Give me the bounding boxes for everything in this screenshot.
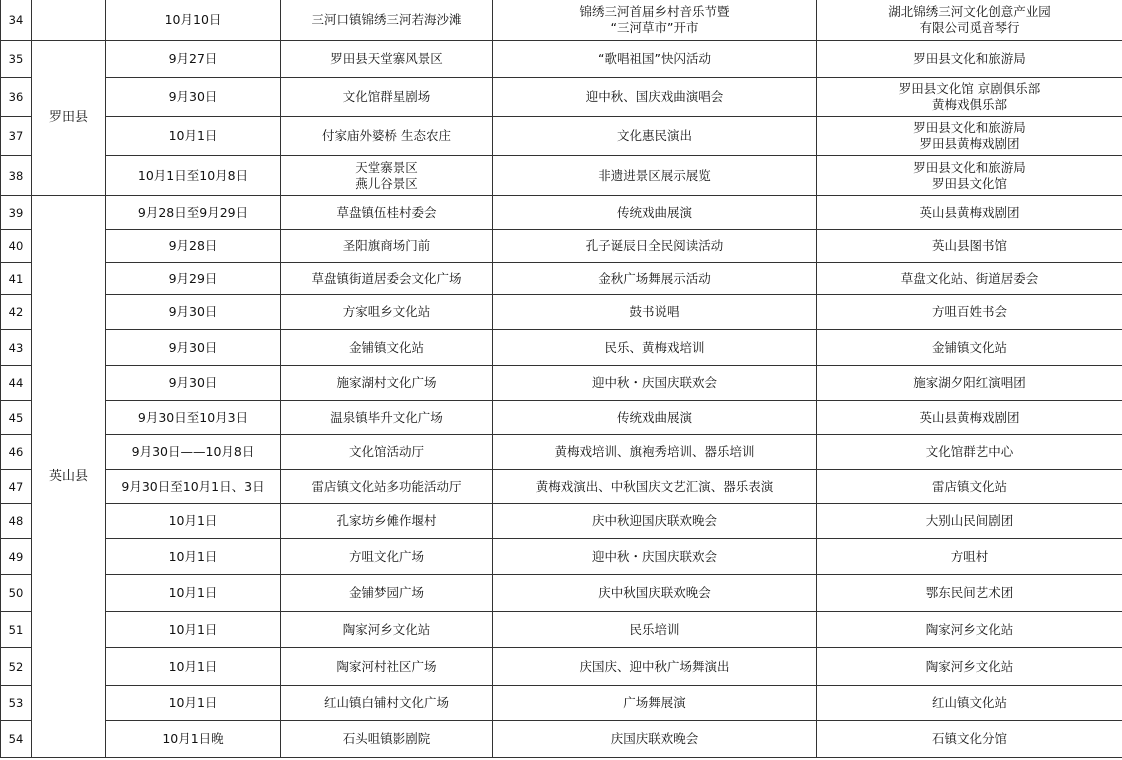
event-line: 迎中秋・庆国庆联欢会 [591, 548, 717, 564]
organizer-cell [817, 470, 1122, 504]
organizer-cell [817, 295, 1122, 330]
county-cell-prev [32, 0, 106, 41]
event-line: 庆国庆、迎中秋广场舞演出 [579, 658, 730, 674]
table-row [1, 721, 1122, 758]
event-cell [493, 330, 817, 366]
date-cell: 10月1日 [106, 612, 281, 648]
date-cell: 9月27日 [106, 41, 281, 78]
event-line: 传统戏曲展演 [616, 204, 692, 220]
event-line: 鼓书说唱 [629, 304, 680, 319]
organizer-line: 方咀百姓书会 [931, 304, 1007, 319]
row-number: 52 [1, 648, 32, 686]
place-cell: 文化馆群星剧场 [281, 78, 493, 117]
row-number: 44 [1, 366, 32, 401]
table-row [1, 78, 1122, 117]
table-row [1, 330, 1122, 366]
event-cell [493, 575, 817, 612]
event-cell [493, 0, 817, 41]
event-line: 文化惠民演出 [616, 128, 692, 143]
date-cell: 9月28日至9月29日 [106, 196, 281, 230]
table-row [1, 504, 1122, 539]
row-number: 39 [1, 196, 32, 230]
event-cell [493, 648, 817, 686]
organizer-cell [817, 196, 1122, 230]
organizer-line: 罗田县文化馆 [931, 175, 1007, 191]
county-cell-yingshan: 英山县 [32, 196, 106, 758]
organizer-line: 有限公司觅音琴行 [919, 19, 1020, 35]
event-cell [493, 612, 817, 648]
organizer-line: 施家湖夕阳红演唱团 [913, 375, 1026, 390]
event-cell [493, 295, 817, 330]
organizer-cell [817, 686, 1122, 721]
event-line: 庆国庆联欢晚会 [610, 731, 699, 746]
row-number: 43 [1, 330, 32, 366]
event-line: “歌唱祖国”快闪活动 [598, 51, 711, 66]
date-cell: 10月1日 [106, 117, 281, 156]
event-line: 民乐、黄梅戏培训 [604, 339, 705, 355]
organizer-line: 英山县黄梅戏剧团 [919, 409, 1020, 425]
row-number: 49 [1, 539, 32, 575]
place-cell: 金铺梦园广场 [281, 575, 493, 612]
organizer-line: 罗田县黄梅戏剧团 [919, 136, 1020, 151]
date-cell: 10月1日 [106, 504, 281, 539]
event-line: 非遗进景区展示展览 [598, 167, 711, 183]
organizer-line: 方咀村 [950, 548, 989, 564]
place-cell: 红山镇白铺村文化广场 [281, 686, 493, 721]
table-row [1, 470, 1122, 504]
event-line: 民乐培训 [629, 621, 680, 637]
organizer-cell [817, 230, 1122, 263]
date-cell: 10月1日晚 [106, 721, 281, 758]
organizer-line: 罗田县文化馆 京剧俱乐部 [898, 81, 1041, 96]
organizer-cell [817, 263, 1122, 295]
event-cell [493, 78, 817, 117]
table-row [1, 366, 1122, 401]
place-cell: 陶家河乡文化站 [281, 612, 493, 648]
organizer-cell [817, 41, 1122, 78]
place-cell: 施家湖村文化广场 [281, 366, 493, 401]
row-number: 46 [1, 435, 32, 470]
organizer-cell [817, 435, 1122, 470]
organizer-line: 英山县黄梅戏剧团 [919, 204, 1020, 220]
row-number: 36 [1, 78, 32, 117]
place-cell: 石头咀镇影剧院 [281, 721, 493, 758]
event-cell [493, 41, 817, 78]
organizer-cell [817, 366, 1122, 401]
event-cell [493, 721, 817, 758]
place-line: 天堂寨景区 [355, 159, 418, 175]
event-cell [493, 196, 817, 230]
date-cell: 9月30日——10月8日 [106, 435, 281, 470]
place-cell: 草盘镇伍桂村委会 [281, 196, 493, 230]
date-cell: 10月1日 [106, 686, 281, 721]
table-row [1, 41, 1122, 78]
county-cell-luotian: 罗田县 [32, 41, 106, 196]
date-cell: 10月1日至10月8日 [106, 156, 281, 196]
organizer-cell [817, 612, 1122, 648]
organizer-cell [817, 721, 1122, 758]
organizer-line: 石镇文化分馆 [931, 731, 1007, 746]
organizer-line: 草盘文化站、街道居委会 [900, 270, 1039, 286]
event-line: 传统戏曲展演 [616, 409, 692, 425]
place-cell [281, 156, 493, 196]
organizer-cell [817, 504, 1122, 539]
table-row [1, 196, 1122, 230]
date-cell: 10月1日 [106, 575, 281, 612]
row-number: 34 [1, 0, 32, 41]
date-cell: 9月28日 [106, 230, 281, 263]
row-number: 50 [1, 575, 32, 612]
organizer-line: 黄梅戏俱乐部 [931, 97, 1007, 112]
event-cell [493, 401, 817, 435]
date-cell: 9月30日 [106, 78, 281, 117]
place-cell: 孔家坊乡傩作堰村 [281, 504, 493, 539]
date-cell: 9月30日 [106, 366, 281, 401]
organizer-line: 金铺镇文化站 [931, 339, 1007, 355]
organizer-cell [817, 117, 1122, 156]
event-cell [493, 366, 817, 401]
organizer-line: 雷店镇文化站 [931, 478, 1007, 494]
organizer-line: 大别山民间剧团 [925, 513, 1014, 528]
place-cell: 方家咀乡文化站 [281, 295, 493, 330]
place-line: 燕儿谷景区 [355, 175, 418, 191]
row-number: 45 [1, 401, 32, 435]
row-number: 41 [1, 263, 32, 295]
event-cell [493, 435, 817, 470]
date-cell: 9月30日 [106, 295, 281, 330]
event-line: 黄梅戏演出、中秋国庆文艺汇演、器乐表演 [535, 478, 774, 494]
organizer-line: 英山县图书馆 [931, 238, 1007, 253]
event-cell [493, 117, 817, 156]
row-number: 51 [1, 612, 32, 648]
row-number: 37 [1, 117, 32, 156]
date-cell: 10月1日 [106, 648, 281, 686]
date-cell: 10月10日 [106, 0, 281, 41]
organizer-line: 罗田县文化和旅游局 [913, 120, 1026, 135]
event-line: 锦绣三河首届乡村音乐节暨 [579, 3, 730, 19]
table-row [1, 648, 1122, 686]
organizer-line: 罗田县文化和旅游局 [913, 51, 1026, 66]
table-row [1, 230, 1122, 263]
date-cell: 9月30日 [106, 330, 281, 366]
table-row [1, 263, 1122, 295]
event-cell [493, 470, 817, 504]
table-row [1, 295, 1122, 330]
organizer-line: 陶家河乡文化站 [925, 658, 1014, 674]
row-number: 47 [1, 470, 32, 504]
event-cell [493, 539, 817, 575]
event-line: 广场舞展演 [623, 695, 686, 710]
event-line: 迎中秋・庆国庆联欢会 [591, 375, 717, 390]
place-cell: 付家庙外婆桥 生态农庄 [281, 117, 493, 156]
event-cell [493, 263, 817, 295]
table-row [1, 401, 1122, 435]
organizer-cell [817, 330, 1122, 366]
date-cell: 9月30日至10月1日、3日 [106, 470, 281, 504]
organizer-line: 文化馆群艺中心 [925, 444, 1014, 459]
table-row [1, 156, 1122, 196]
table-row [1, 686, 1122, 721]
organizer-cell [817, 575, 1122, 612]
table-row [1, 539, 1122, 575]
date-cell: 9月30日至10月3日 [106, 401, 281, 435]
table-row [1, 575, 1122, 612]
organizer-line: 红山镇文化站 [931, 695, 1007, 710]
organizer-cell [817, 78, 1122, 117]
event-line: 庆中秋国庆联欢晚会 [598, 585, 711, 600]
row-number: 35 [1, 41, 32, 78]
row-number: 38 [1, 156, 32, 196]
date-cell: 9月29日 [106, 263, 281, 295]
event-line: “三河草市”开市 [610, 19, 699, 35]
organizer-line: 罗田县文化和旅游局 [913, 159, 1026, 175]
event-line: 黄梅戏培训、旗袍秀培训、器乐培训 [554, 444, 755, 459]
table-row [1, 612, 1122, 648]
place-cell: 金铺镇文化站 [281, 330, 493, 366]
place-cell: 文化馆活动厅 [281, 435, 493, 470]
organizer-cell [817, 648, 1122, 686]
event-cell [493, 504, 817, 539]
organizer-cell [817, 0, 1122, 41]
event-cell [493, 686, 817, 721]
place-cell: 草盘镇街道居委会文化广场 [281, 263, 493, 295]
row-number: 40 [1, 230, 32, 263]
place-cell: 陶家河村社区广场 [281, 648, 493, 686]
organizer-line: 湖北锦绣三河文化创意产业园 [888, 3, 1051, 19]
row-number: 48 [1, 504, 32, 539]
event-line: 庆中秋迎国庆联欢晚会 [591, 513, 717, 528]
table-row [1, 0, 1122, 41]
event-line: 金秋广场舞展示活动 [598, 270, 711, 286]
place-cell: 三河口镇锦绣三河若海沙滩 [281, 0, 493, 41]
event-line: 孔子诞辰日全民阅读活动 [585, 238, 724, 253]
organizer-cell [817, 539, 1122, 575]
event-cell [493, 230, 817, 263]
row-number: 54 [1, 721, 32, 758]
organizer-cell [817, 156, 1122, 196]
organizer-line: 陶家河乡文化站 [925, 621, 1014, 637]
event-cell [493, 156, 817, 196]
row-number: 42 [1, 295, 32, 330]
event-line: 迎中秋、国庆戏曲演唱会 [585, 89, 724, 104]
place-cell: 圣阳旗商场门前 [281, 230, 493, 263]
place-cell: 罗田县天堂寨风景区 [281, 41, 493, 78]
organizer-line: 鄂东民间艺术团 [925, 585, 1014, 600]
date-cell: 10月1日 [106, 539, 281, 575]
place-cell: 方咀文化广场 [281, 539, 493, 575]
place-cell: 雷店镇文化站多功能活动厅 [281, 470, 493, 504]
row-number: 53 [1, 686, 32, 721]
table-row [1, 435, 1122, 470]
table-row [1, 117, 1122, 156]
organizer-cell [817, 401, 1122, 435]
place-cell: 温泉镇毕升文化广场 [281, 401, 493, 435]
